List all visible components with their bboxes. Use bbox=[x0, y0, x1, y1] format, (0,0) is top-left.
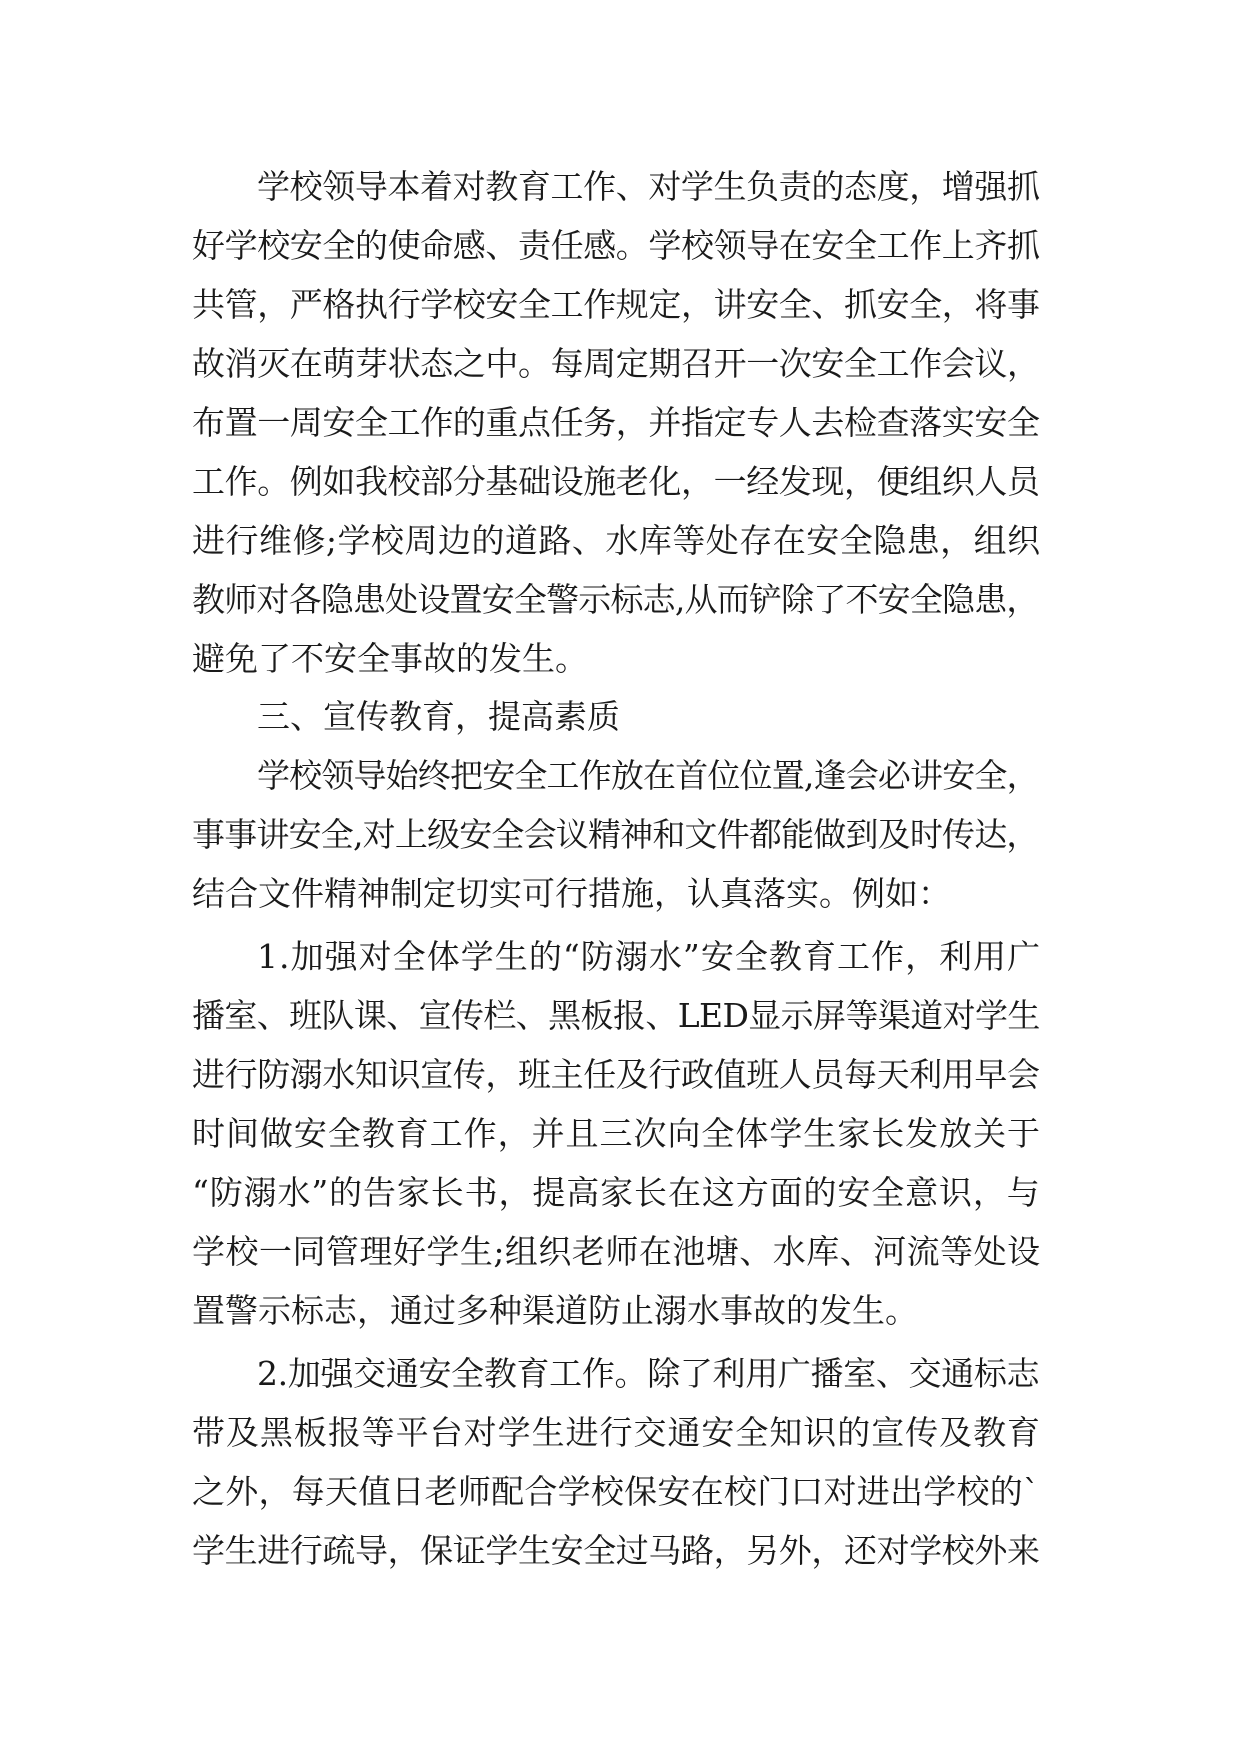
section-heading: 三、宣传教育，提高素质 bbox=[257, 697, 620, 736]
text-line: 教师对各隐患处设置安全警示标志,从而铲除了不安全隐患， bbox=[192, 580, 1039, 619]
text-line: 避免了不安全事故的发生。 bbox=[192, 639, 588, 678]
text-line: 置警示标志，通过多种渠道防止溺水事故的发生。 bbox=[192, 1291, 918, 1330]
text-line: 学生进行疏导，保证学生安全过马路，另外，还对学校外来 bbox=[192, 1531, 1040, 1570]
text-line: 结合文件精神制定切实可行措施，认真落实。例如： bbox=[192, 874, 951, 913]
text-line: 之外，每天值日老师配合学校保安在校门口对进出学校的` bbox=[192, 1472, 1040, 1511]
text-line: 好学校安全的使命感、责任感。学校领导在安全工作上齐抓 bbox=[192, 226, 1040, 265]
text-line: 事事讲安全,对上级安全会议精神和文件都能做到及时传达， bbox=[192, 815, 1039, 854]
text-line: 时间做安全教育工作，并且三次向全体学生家长发放关于 bbox=[192, 1114, 1041, 1153]
text-line: 1.加强对全体学生的“防溺水”安全教育工作，利用广 bbox=[257, 937, 1042, 976]
text-line: 带及黑板报等平台对学生进行交通安全知识的宣传及教育 bbox=[192, 1413, 1041, 1452]
text-line: 进行维修;学校周边的道路、水库等处存在安全隐患，组织 bbox=[192, 521, 1041, 560]
text-line: 学校领导始终把安全工作放在首位位置,逢会必讲安全， bbox=[257, 756, 1039, 795]
text-line: 共管，严格执行学校安全工作规定，讲安全、抓安全，将事 bbox=[192, 285, 1040, 324]
text-line: 2.加强交通安全教育工作。除了利用广播室、交通标志 bbox=[257, 1354, 1040, 1393]
text-line: 工作。例如我校部分基础设施老化，一经发现，便组织人员 bbox=[192, 462, 1040, 501]
text-line: 学校领导本着对教育工作、对学生负责的态度，增强抓 bbox=[257, 167, 1040, 206]
text-line: 进行防溺水知识宣传，班主任及行政值班人员每天利用早会 bbox=[192, 1055, 1040, 1094]
text-line: 布置一周安全工作的重点任务，并指定专人去检查落实安全 bbox=[192, 403, 1040, 442]
text-line: “防溺水”的告家长书，提高家长在这方面的安全意识，与 bbox=[192, 1173, 1041, 1212]
text-line: 学校一同管理好学生;组织老师在池塘、水库、河流等处设 bbox=[192, 1232, 1041, 1271]
text-line: 故消灭在萌芽状态之中。每周定期召开一次安全工作会议， bbox=[192, 344, 1040, 383]
text-line: 播室、班队课、宣传栏、黑板报、LED显示屏等渠道对学生 bbox=[192, 996, 1040, 1035]
